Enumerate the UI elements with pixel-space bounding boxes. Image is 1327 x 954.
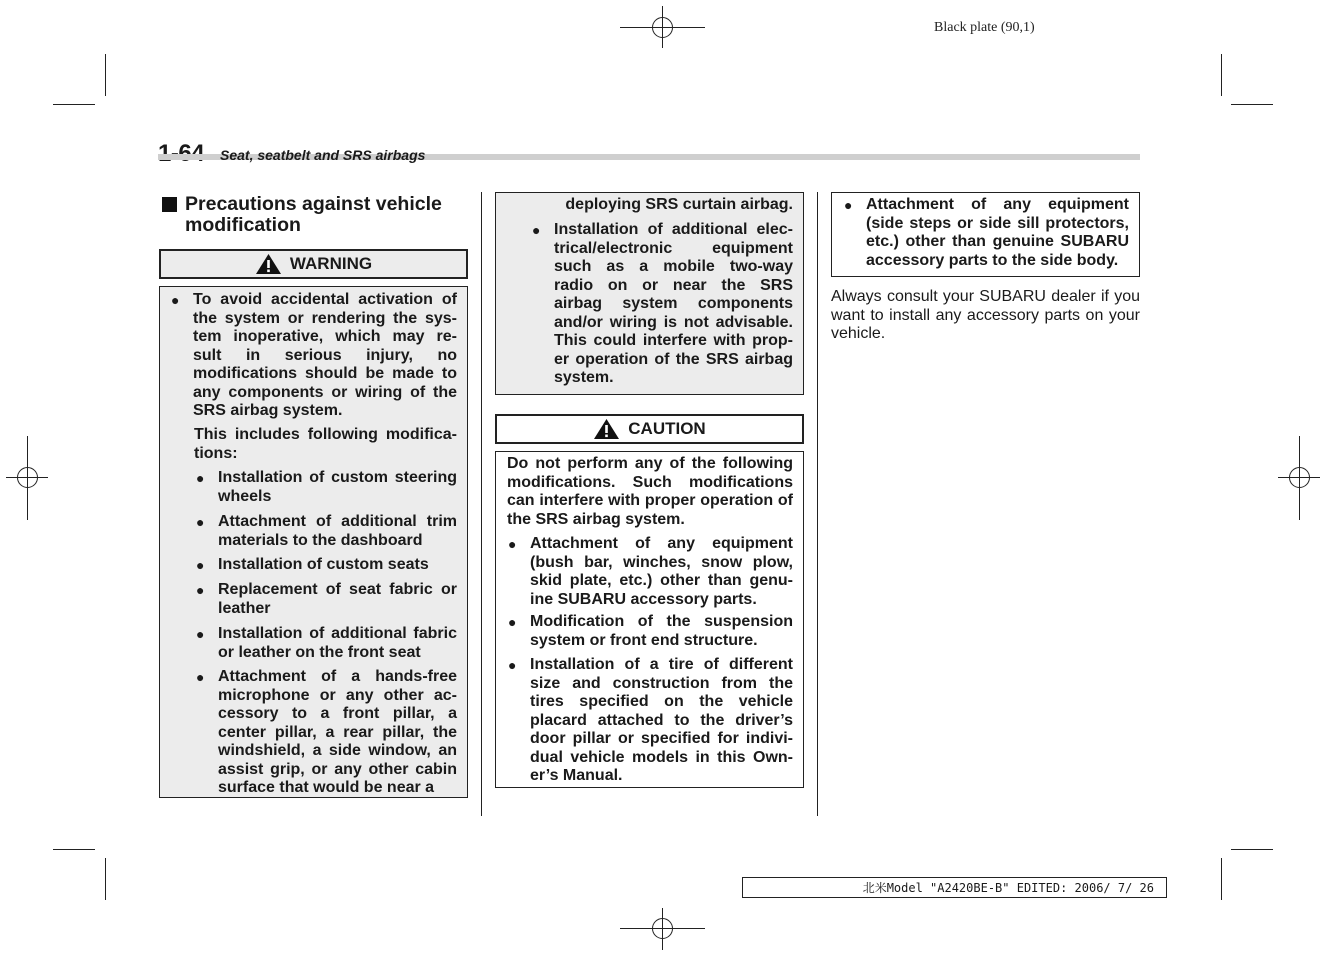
list-item: ● Installation of additional elec- trical/electronic equipment such as a mobile two-way radio on or near the SRS airbag system components and/or wiring is not advisable. This could interfere with prop- er operation of the SRS airbag system. [532, 221, 793, 386]
section-marker-icon [162, 197, 177, 212]
bullet-icon: ● [196, 669, 205, 685]
caution-header [495, 414, 804, 444]
warning-intro: To avoid accidental activation of the system or rendering the sys- tem inoperative, which may re- sult in serious injury, no modifications should be made to any components or wiring of the SRS airbag system. [193, 291, 457, 419]
list-item: ● Replacement of seat fabric or leather [196, 581, 457, 617]
caution-intro: Do not perform any of the following modifications. Such modifications can interfere with proper operation of the SRS airbag system. [507, 455, 793, 528]
list-item: ● Attachment of additional trim materials to the dashboard [196, 513, 457, 549]
caution-triangle-icon [593, 418, 620, 440]
warning-box-continued [495, 192, 804, 395]
list-item: ● Attachment of a hands-free microphone or any other ac- cessory to a front pillar, a center pillar, a rear pillar, the windshield, a side window, an assist grip, or any other cabin surface that would be near a [196, 668, 457, 796]
bullet-icon: ● [508, 536, 517, 552]
bullet-icon: ● [196, 514, 205, 530]
list-item: ● Attachment of any equipment (side steps or side sill protectors, etc.) other than genuine SUBARU accessory parts to the side body. [844, 196, 1129, 269]
bullet-icon: ● [196, 626, 205, 642]
caution-label: CAUTION [628, 419, 706, 438]
bullet-icon: ● [844, 197, 853, 213]
heading-line-2: modification [185, 214, 301, 236]
list-item: ● Installation of custom seats [196, 556, 429, 573]
caution-box-continued [831, 192, 1140, 277]
section-title: Seat, seatbelt and SRS airbags [220, 147, 426, 163]
continued-text: deploying SRS curtain airbag. [565, 196, 793, 213]
plate-label: Black plate (90,1) [934, 20, 1035, 35]
includes-text: This includes following modifica- tions: [194, 426, 457, 462]
list-item: ● Installation of additional fabric or leather on the front seat [196, 625, 457, 661]
footer-text: 北米Model "A2420BE-B" EDITED: 2006/ 7/ 26 [862, 881, 1154, 895]
bullet-icon: ● [196, 557, 205, 573]
list-item: ● Attachment of any equipment (bush bar, winches, snow plow, skid plate, etc.) other than genu- ine SUBARU accessory parts. [508, 535, 793, 608]
bullet-icon: ● [196, 582, 205, 598]
column-divider [817, 192, 818, 816]
warning-box [159, 286, 468, 798]
list-item: ● Installation of custom steering wheels [196, 469, 457, 505]
bullet-icon: ● [508, 614, 517, 630]
list-item: ● Installation of a tire of different size and construction from the tires specified on the vehicle placard attached to the driver’s door pillar or specified for indivi- dual vehicle models in this Own- er’s Manual. [508, 656, 793, 784]
warning-header [159, 249, 468, 279]
list-item: ● Modification of the suspension system or front end structure. [508, 613, 793, 649]
consult-dealer-text: Always consult your SUBARU dealer if you want to install any accessory parts on your vehicle. [831, 288, 1140, 342]
bullet-icon: ● [508, 657, 517, 673]
bullet-icon: ● [171, 292, 180, 308]
bullet-icon: ● [532, 222, 541, 238]
column-divider [481, 192, 482, 816]
bullet-icon: ● [196, 470, 205, 486]
warning-item [171, 291, 457, 421]
section-heading [185, 194, 442, 236]
warning-triangle-icon [255, 253, 282, 275]
heading-line-1: Precautions against vehicle [185, 193, 442, 215]
footer-edit-info [742, 877, 1167, 898]
caution-box [495, 451, 804, 788]
warning-label: WARNING [289, 254, 373, 273]
